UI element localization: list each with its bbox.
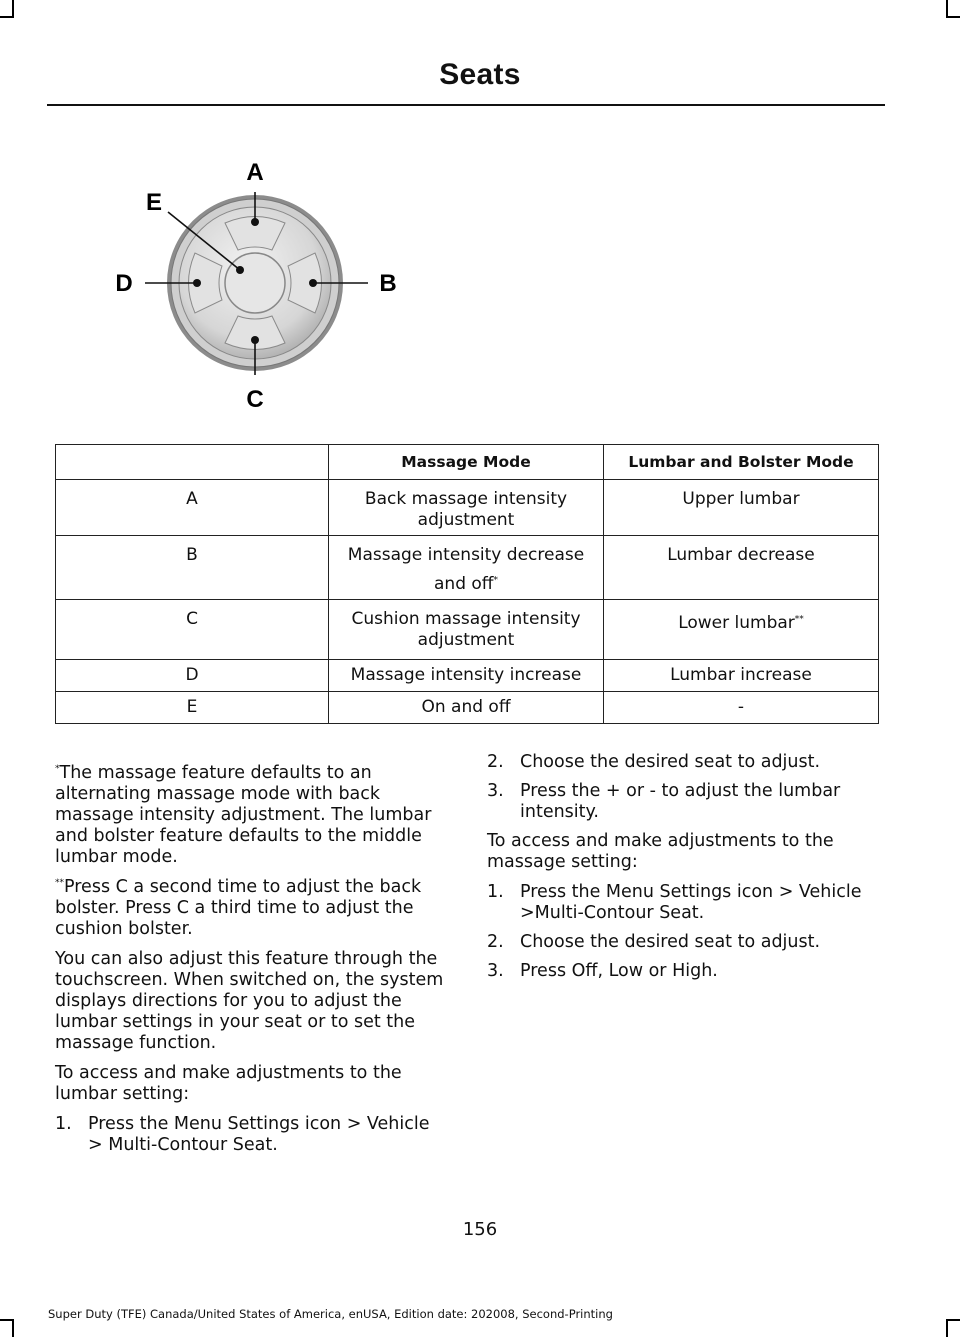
table-cell-massage-line2-text: and off <box>434 574 494 594</box>
table-header-row <box>56 445 879 480</box>
footnote-marker: * <box>55 764 60 775</box>
page-number: 156 <box>462 1219 498 1240</box>
list-item <box>487 961 880 982</box>
step-number: 2. <box>487 932 504 952</box>
diagram-label-a: A <box>246 159 264 186</box>
paragraph-lumbar-access: To access and make adjustments to the lumbar setting: <box>55 1063 402 1104</box>
table-cell-lumbar: Lumbar increase <box>604 660 879 692</box>
footnote-1 <box>55 763 448 868</box>
step-number: 1. <box>487 882 504 902</box>
list-item <box>55 1114 448 1156</box>
table-cell-key: C <box>56 600 329 660</box>
title-divider <box>47 104 885 106</box>
step-text: Choose the desired seat to adjust. <box>520 932 821 952</box>
table-cell-lumbar-text: Lower lumbar <box>678 613 795 633</box>
step-number: 3. <box>487 961 504 981</box>
table-cell-massage: Back massage intensity adjustment <box>329 480 604 536</box>
page-title: Seats <box>439 58 521 91</box>
paragraph-touchscreen: You can also adjust this feature through the touchscreen. When switched on, the system displays directions for you to adjust the lumbar settings in your seat or to set the massage function. <box>55 949 444 1053</box>
footnote-marker: * <box>493 575 498 586</box>
diagram-label-e: E <box>145 189 163 216</box>
step-number: 1. <box>55 1114 72 1134</box>
step-number: 2. <box>487 752 504 772</box>
table-header <box>56 445 329 480</box>
diagram-label-b: B <box>379 270 397 297</box>
crop-mark <box>946 16 960 18</box>
table-cell-key: B <box>56 536 329 600</box>
table-cell-massage-line2 <box>333 574 599 595</box>
list-item <box>487 752 880 773</box>
paragraph-massage-access: To access and make adjustments to the massage setting: <box>487 831 834 872</box>
list-item <box>487 932 880 953</box>
crop-mark <box>946 1319 960 1321</box>
step-number: 3. <box>487 781 504 801</box>
table-cell-massage <box>329 536 604 600</box>
crop-mark <box>12 1319 14 1337</box>
step-text: Press Off, Low or High. <box>520 961 718 981</box>
diagram-label-d: D <box>115 270 133 297</box>
left-column <box>55 763 448 1164</box>
list-item <box>487 781 880 823</box>
right-column <box>487 752 880 990</box>
footnote-1-text: The massage feature defaults to an alternating massage mode with back massage intensity adjustment. The lumbar and bolster feature defaults to the middle lumbar mode. <box>55 763 432 867</box>
step-text: Press the + or - to adjust the lumbar intensity. <box>520 781 841 822</box>
table-row <box>56 480 879 536</box>
table-row <box>56 536 879 600</box>
table-cell-key: D <box>56 660 329 692</box>
table-cell-lumbar: - <box>604 692 879 724</box>
table-cell-massage: Cushion massage intensity adjustment <box>329 600 604 660</box>
table-cell-key: A <box>56 480 329 536</box>
step-text: Choose the desired seat to adjust. <box>520 752 821 772</box>
table-cell-massage: Massage intensity increase <box>329 660 604 692</box>
table-header: Massage Mode <box>329 445 604 480</box>
table-row <box>56 600 879 660</box>
footer-edition: Super Duty (TFE) Canada/United States of America, enUSA, Edition date: 202008, Second-Printing <box>48 1307 613 1321</box>
step-text: Press the Menu Settings icon > Vehicle >Multi-Contour Seat. <box>520 882 862 923</box>
table-cell-lumbar: Lumbar decrease <box>604 536 879 600</box>
table-cell-key: E <box>56 692 329 724</box>
table-cell-massage: On and off <box>329 692 604 724</box>
table-cell-lumbar: Upper lumbar <box>604 480 879 536</box>
crop-mark <box>0 1319 14 1321</box>
list-item <box>487 882 880 924</box>
crop-mark <box>0 16 14 18</box>
footnote-2 <box>55 877 448 940</box>
table-row <box>56 660 879 692</box>
table-header: Lumbar and Bolster Mode <box>604 445 879 480</box>
footnote-marker: ** <box>794 614 804 625</box>
footnote-marker: ** <box>55 878 64 889</box>
seat-control-diagram <box>100 150 420 420</box>
table-cell-massage-line1: Massage intensity decrease <box>347 545 585 565</box>
diagram-image-id: E311542 <box>396 338 402 362</box>
table-cell-lumbar <box>604 600 879 660</box>
footnote-2-text: Press C a second time to adjust the back bolster. Press C a third time to adjust the cushion bolster. <box>55 877 422 939</box>
diagram-label-c: C <box>246 386 264 413</box>
step-text: Press the Menu Settings icon > Vehicle > Multi-Contour Seat. <box>88 1114 430 1155</box>
table-row <box>56 692 879 724</box>
massage-lumbar-table <box>55 444 879 724</box>
crop-mark <box>946 1319 948 1337</box>
